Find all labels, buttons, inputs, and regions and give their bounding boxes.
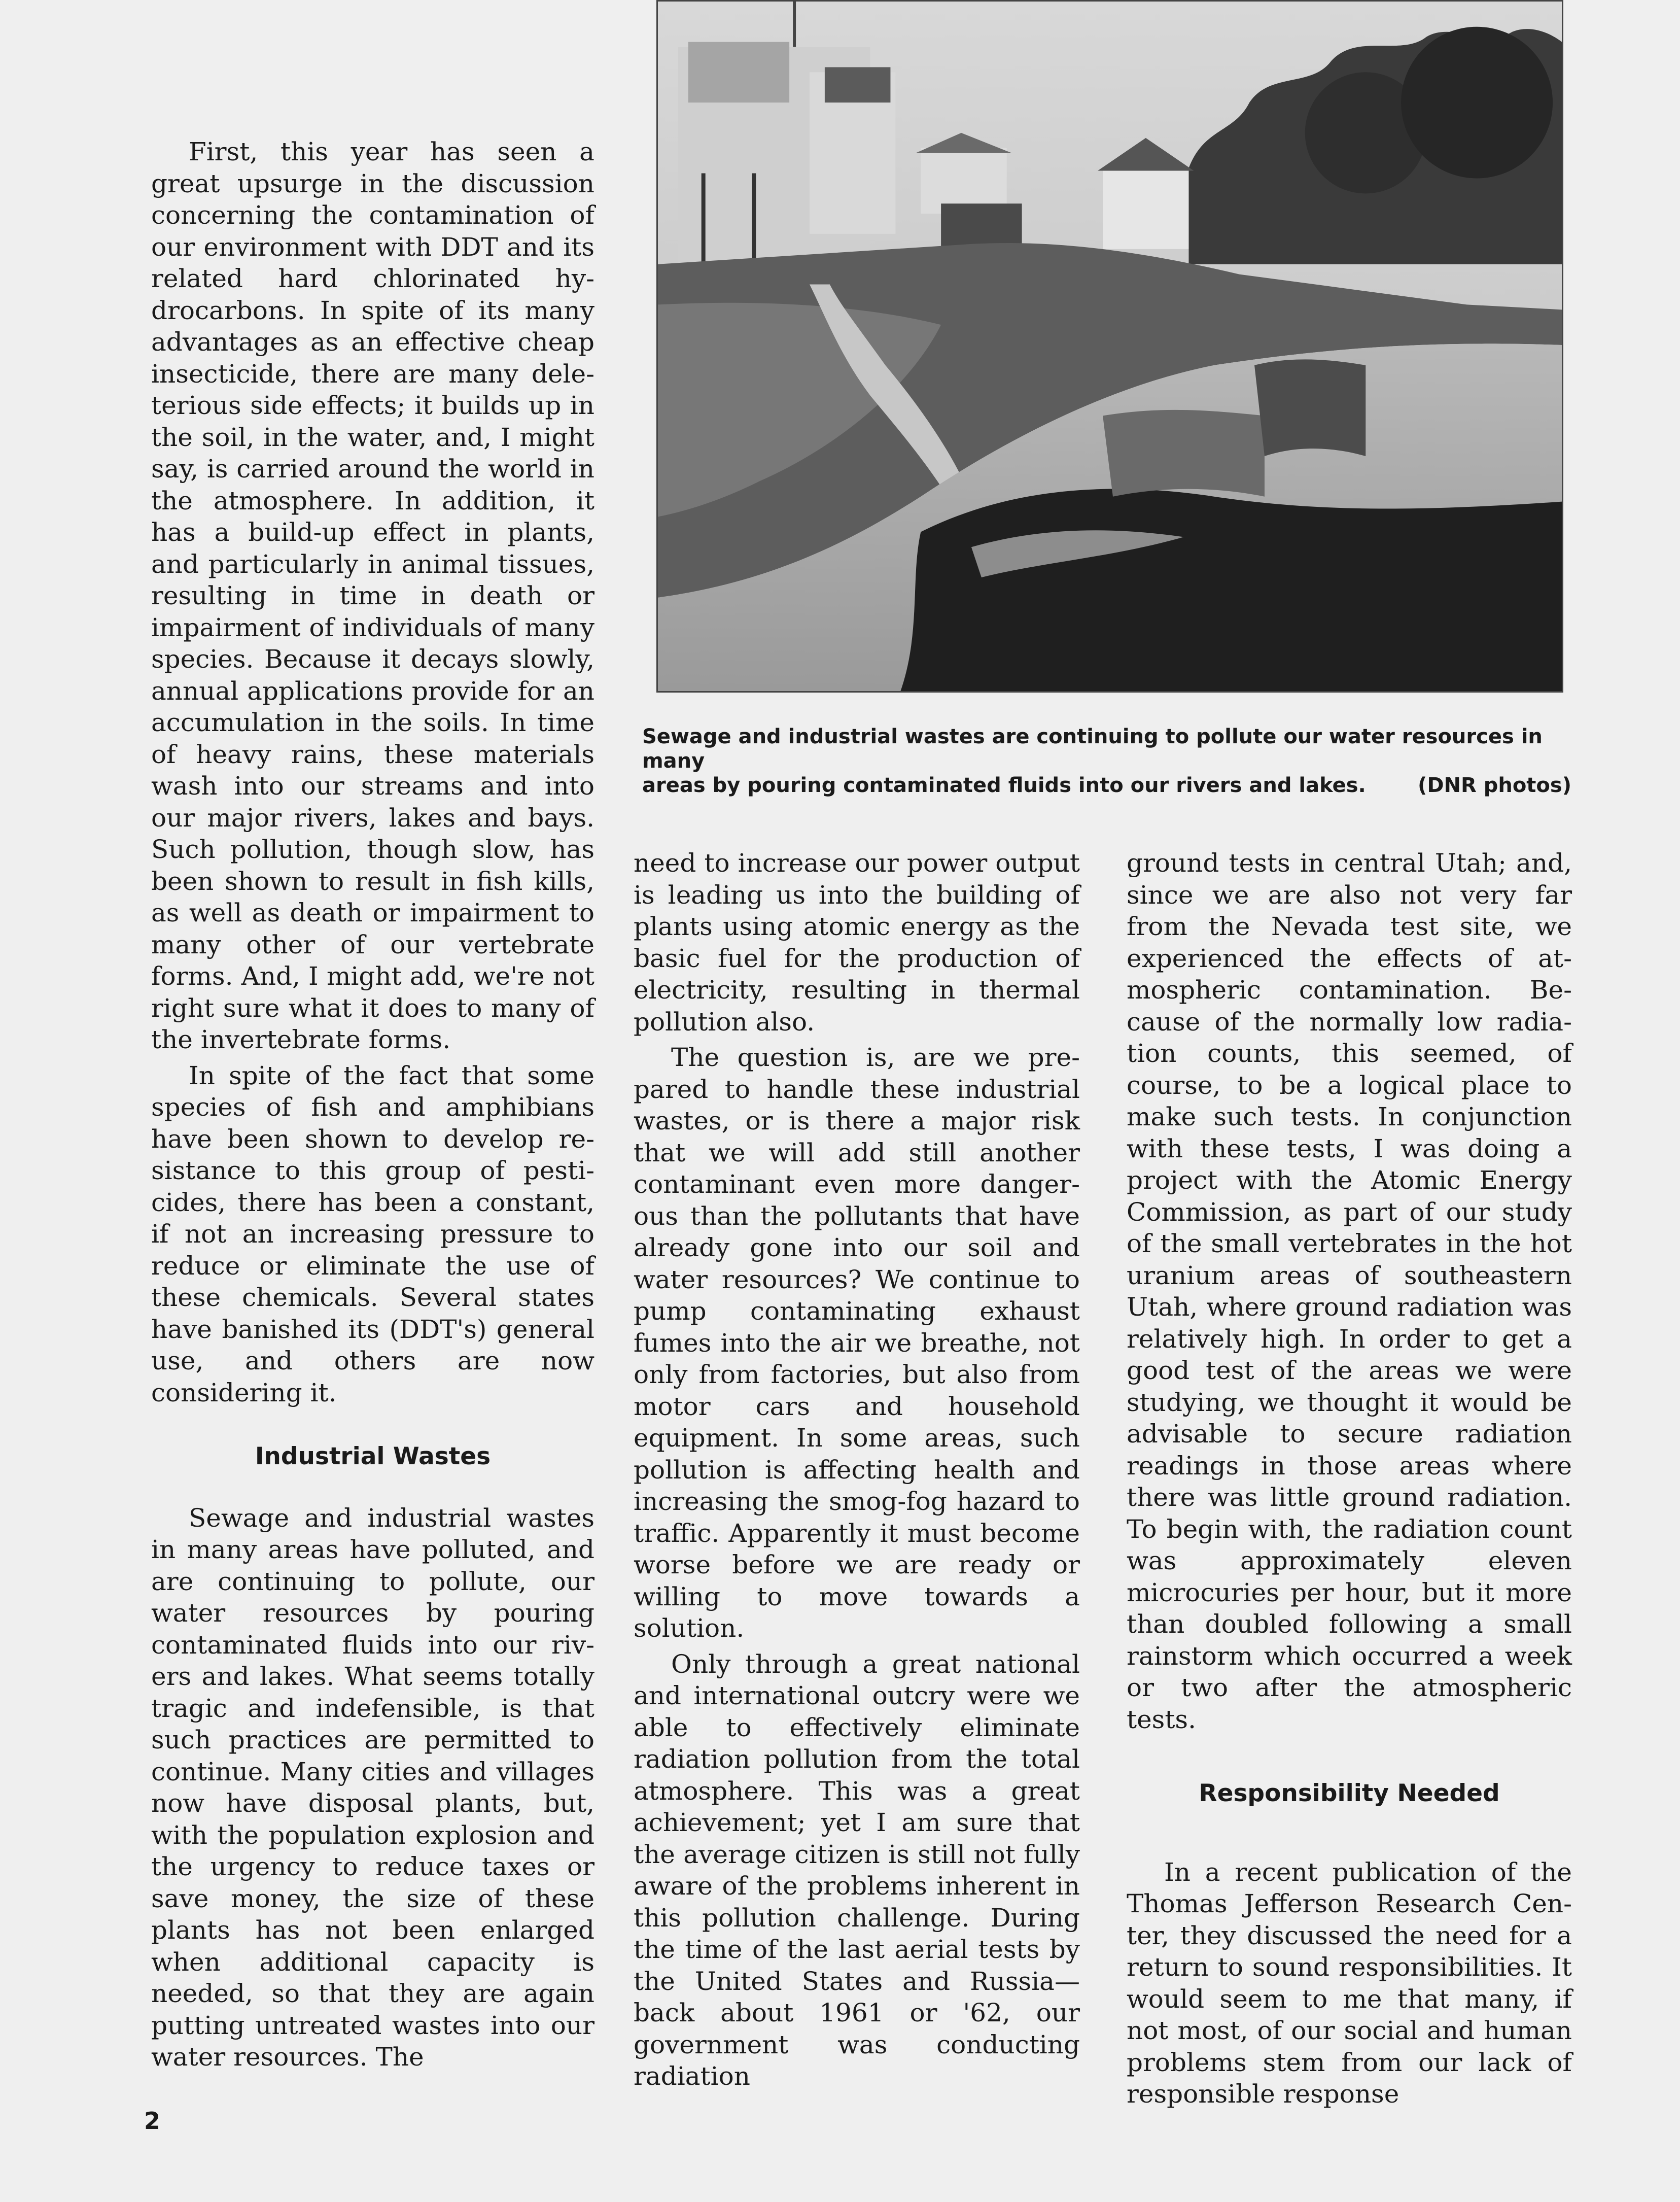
photo-caption: [642, 725, 1571, 798]
page-number: 2: [144, 2107, 161, 2135]
paragraph: need to increase our power output is leading us into the building of plants using atomic energy as the basic fuel for the production of electricity, resulting in thermal pollution also.: [634, 848, 1080, 1037]
paragraph: In spite of the fact that some species of fish and amphibians have been shown to develop resistance to this group of pesticides, there has been a constant, if not an increasing pressure to reduce or eliminate the use of these chemicals. Several states have banished its (DDT's) general use, and others are now considering it.: [151, 1060, 594, 1407]
paragraph: Sewage and industrial wastes in many areas have polluted, and are continuing to pollute, our water resources by pouring contaminated fluids into our rivers and lakes. What seems totally tragic and indefensible, is that such practices are permitted to continue. Many cities and villages now have disposal plants, but, with the population explosion and the urgency to reduce taxes or save money, the size of these plants has not been enlarged when additional capacity is needed, so that they are again putting untreated wastes into our water resources. The: [151, 1503, 594, 2072]
text-column-1: [151, 136, 594, 2073]
text-column-2: [634, 847, 1080, 2092]
caption-line-2: areas by pouring contaminated fluids into our rivers and lakes.: [642, 774, 1366, 797]
photo-polluted-river: [656, 0, 1563, 693]
caption-line-1: Sewage and industrial wastes are continuing to pollute our water resources in many: [642, 725, 1543, 773]
photo-credit: (DNR photos): [1418, 774, 1571, 797]
paragraph: In a recent publication of the Thomas Jefferson Research Center, they discussed the need for a return to sound responsibilities. It would seem to me that many, if not most, of our social and human problems stem from our lack of responsible response: [1127, 1857, 1572, 2109]
paragraph: Only through a great national and international outcry were we able to effectively eliminate radiation pollution from the total atmosphere. This was a great achievement; yet I am sure that the average citizen is still not fully aware of the problems inherent in this pollution challenge. During the time of the last aerial tests by the United States and Russia—back about 1961 or '62, our government was conducting radiation: [634, 1649, 1080, 2091]
section-heading-responsibility-needed: Responsibility Needed: [1199, 1779, 1500, 1807]
paragraph: The question is, are we prepared to handle these industrial wastes, or is there a major risk that we will add still another contaminant even more dangerous than the pollutants that have already gone into our soil and water resources? We continue to pump contaminating exhaust fumes into the air we breathe, not only from factories, but also from motor cars and household equipment. In some areas, such pollution is affecting health and increasing the smog-fog hazard to traffic. Apparently it must become worse before we are ready or willing to move towards a solution.: [634, 1043, 1080, 1643]
paragraph: First, this year has seen a great upsurge in the discussion concerning the contamination of our environment with DDT and its related hard chlorinated hydrocarbons. In spite of its many advantages as an effective cheap insecticide, there are many deleterious side effects; it builds up in the soil, in the water, and, I might say, is carried around the world in the atmosphere. In addition, it has a build-up effect in plants, and particularly in animal tissues, resulting in time in death or impairment of individuals of many species. Because it decays slowly, annual applications provide for an accumulation in the soils. In time of heavy rains, these materials wash into our streams and into our major rivers, lakes and bays. Such pollution, though slow, has been shown to result in fish kills, as well as death or impairment to many other of our vertebrate forms. And, I might add, we're not right sure what it does to many of the invertebrate forms.: [151, 137, 594, 1054]
section-heading-industrial-wastes: Industrial Wastes: [255, 1442, 491, 1470]
paragraph: ground tests in central Utah; and, since we are also not very far from the Nevada test site, we experienced the effects of atmospheric contamination. Because of the normally low radiation counts, this seemed, of course, to be a logical place to make such tests. In conjunction with these tests, I was doing a project with the Atomic Energy Commission, as part of our study of the small vertebrates in the hot uranium areas of southeastern Utah, where ground radiation was relatively high. In order to get a good test of the areas we were studying, we thought it would be advisable to secure radiation readings in those areas where there was little ground radiation. To begin with, the radiation count was approximately eleven microcuries per hour, but it more than doubled following a small rainstorm which occurred a week or two after the atmospheric tests.: [1127, 848, 1572, 1734]
photo-illustration: [658, 2, 1562, 691]
text-column-3: [1127, 847, 1572, 2110]
